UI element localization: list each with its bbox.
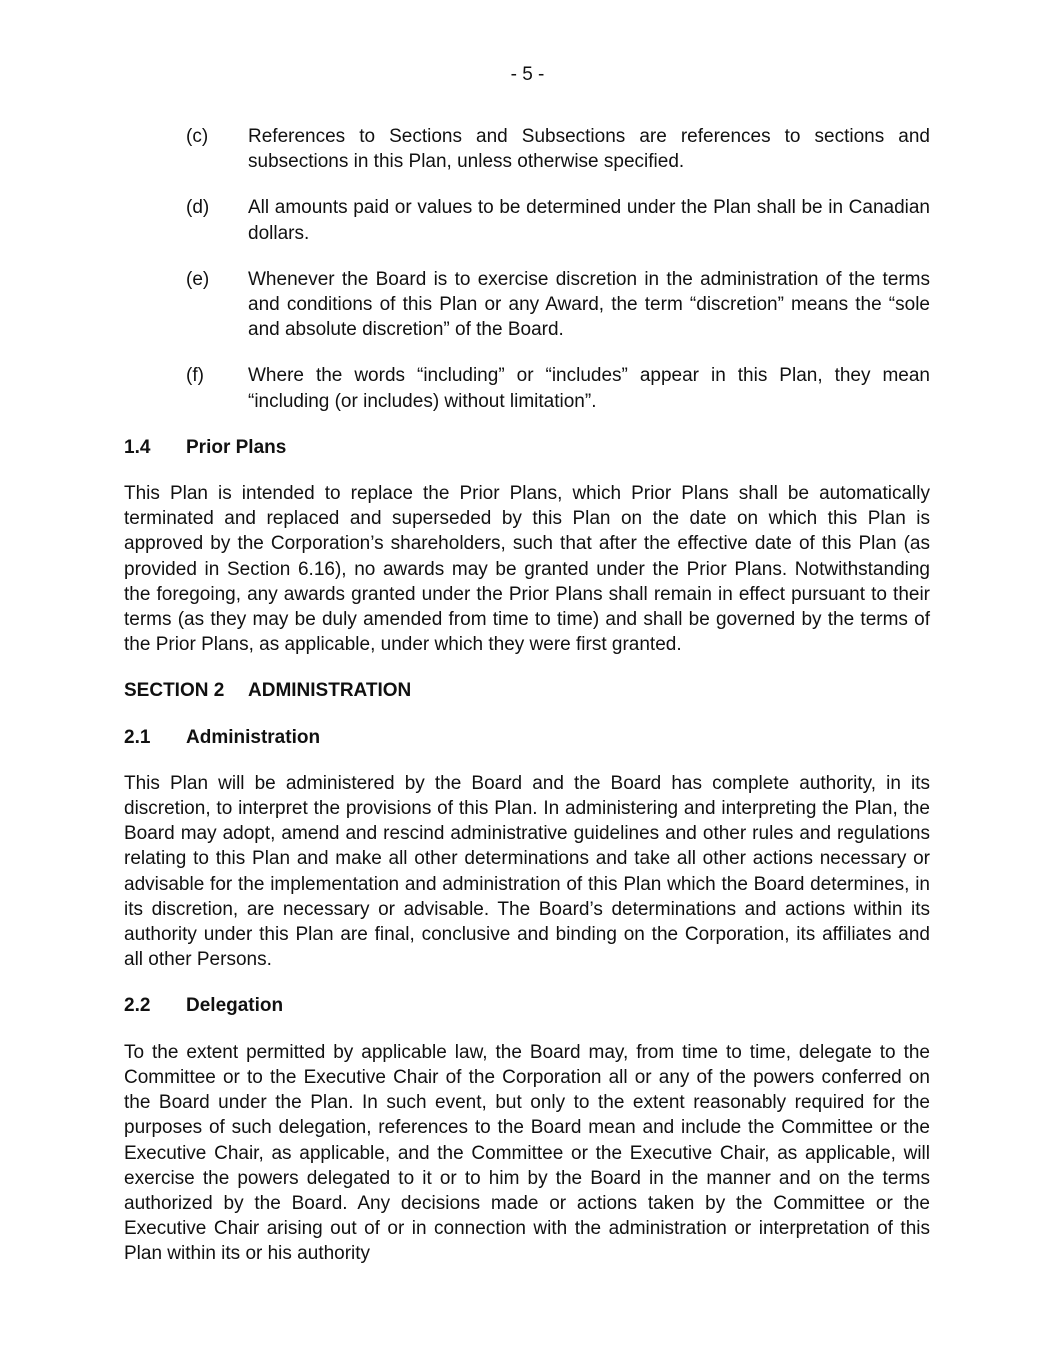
heading-number: 1.4 <box>124 436 151 458</box>
paragraph-prior-plans: This Plan is intended to replace the Prior Plans, which Prior Plans shall be automatically terminated and replaced and superseded by this Plan on the date on which this Plan is approved by the Corporation’s shareholders, such that after the effective date of this Plan (as provided in Section 6.16), no awards may be granted under the Prior Plans. Notwithstanding the foregoing, any awards granted under the Prior Plans shall remain in effect pursuant to their terms (as they may be duly amended from time to time) and shall be governed by the terms of the Prior Plans, as applicable, under which they were first granted. <box>124 483 930 656</box>
heading-delegation <box>124 993 930 1018</box>
paragraph-delegation: To the extent permitted by applicable law, the Board may, from time to time, delegate to the Committee or to the Executive Chair of the Corporation all or any of the powers conferred on the Board under the Plan. In such event, but only to the extent reasonably required for the purposes of such delegation, references to the Board mean and include the Committee or the Executive Chair, as applicable, and the Committee or the Executive Chair, as applicable, will exercise the powers delegated to it or to him by the Board in the manner and on the terms authorized by the Board. Any decisions made or actions taken by the Committee or the Executive Chair arising out of or in connection with the administration or interpretation of this Plan within its or his authority <box>124 1041 930 1265</box>
heading-prior-plans <box>124 435 930 460</box>
list-item-text: References to Sections and Subsections are references to sections and subsections in this Plan, unless otherwise specified. <box>248 126 930 173</box>
section-heading-administration <box>124 678 930 703</box>
heading-administration <box>124 725 930 750</box>
paragraph-administration: This Plan will be administered by the Board and the Board has complete authority, in its discretion, to interpret the provisions of this Plan. In administering and interpreting the Plan, the Board may adopt, amend and rescind administrative guidelines and other rules and regulations relating to this Plan and make all other determinations and take all other actions necessary or advisable for the implementation and administration of this Plan which the Board determines, in its discretion, are necessary or advisable. The Board’s determinations and actions within its authority under this Plan are final, conclusive and binding on the Corporation, its affiliates and all other Persons. <box>124 772 930 971</box>
list-item-e <box>124 267 930 343</box>
heading-title: Delegation <box>186 995 284 1017</box>
list-item-text: Where the words “including” or “includes” appear in this Plan, they mean “including (or includes) without limitation”. <box>248 365 930 412</box>
heading-title: Prior Plans <box>186 436 287 458</box>
document-body <box>124 124 930 1288</box>
list-item-label: (f) <box>186 365 204 387</box>
list-item-label: (e) <box>186 268 210 290</box>
list-item-text: All amounts paid or values to be determined under the Plan shall be in Canadian dollars. <box>248 197 930 244</box>
list-item-label: (d) <box>186 197 210 219</box>
heading-title: Administration <box>186 726 321 748</box>
heading-number: 2.2 <box>124 995 151 1017</box>
section-title: ADMINISTRATION <box>248 680 412 702</box>
list-item-f <box>124 363 930 413</box>
list-item-text: Whenever the Board is to exercise discretion in the administration of the terms and conditions of this Plan or any Award, the term “discretion” means the “sole and absolute discretion” of the Board. <box>248 268 930 341</box>
list-item-c <box>124 124 930 174</box>
list-item-d <box>124 195 930 245</box>
page-number: - 5 - <box>510 64 545 85</box>
list-item-label: (c) <box>186 126 209 147</box>
section-number: SECTION 2 <box>124 680 225 702</box>
heading-number: 2.1 <box>124 726 151 748</box>
